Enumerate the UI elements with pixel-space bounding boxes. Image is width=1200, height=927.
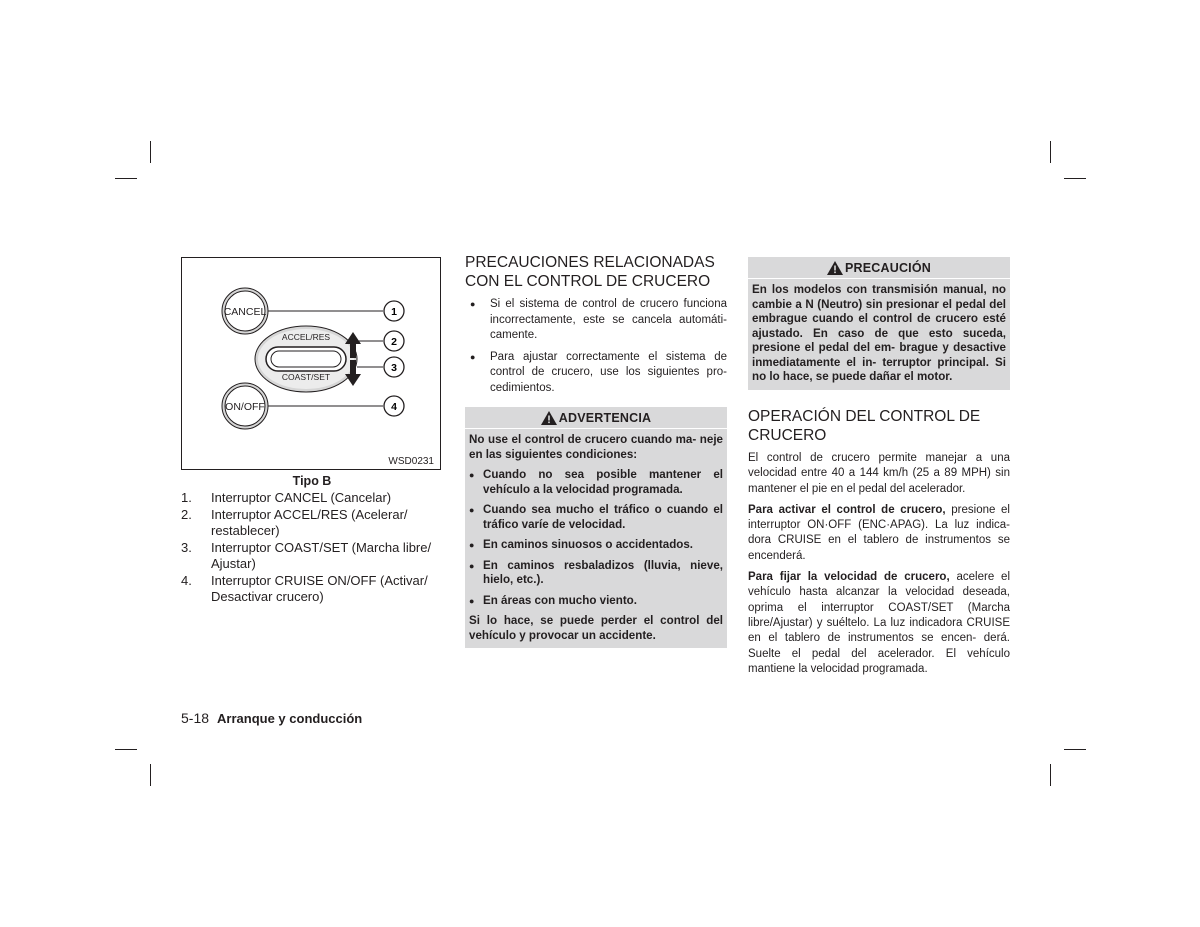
- callout-3: [384, 357, 404, 377]
- operation-paragraph-2-lead: Para activar el control de crucero,: [748, 503, 946, 516]
- operation-paragraph-3-body: acelere el vehículo hasta alcanzar la velocidad deseada, oprima el interruptor COAST/SET (Marcha libre/Ajustar) y suéltelo. La luz indicadora CRUISE en el tablero de instrumentos se encen- derá. Suelte el pedal del acelerador. El vehículo mantiene la velocidad programada.: [748, 571, 1010, 675]
- list-item: [469, 594, 723, 609]
- item-number: 4.: [181, 572, 192, 588]
- cruise-switch-figure: [181, 257, 441, 470]
- section-title: Arranque y conducción: [217, 711, 363, 726]
- bullet-dot-icon: ●: [469, 595, 475, 606]
- callout-2-label: 2: [391, 336, 397, 348]
- crop-mark: [1050, 764, 1051, 786]
- crop-mark: [115, 749, 137, 750]
- bullet-dot-icon: ●: [469, 560, 475, 571]
- list-item: [181, 573, 451, 606]
- callout-1-label: 1: [391, 306, 397, 318]
- caution-text: En los modelos con transmisión manual, no cambie a N (Neutro) sin presionar el pedal del embrague cuando el control de crucero esté ajustado. En caso de que esto suceda, presione el pedal del em- brague y desactive inmediatamente el in- terruptor principal. Si no lo hace, se puede dañar el motor.: [752, 283, 1006, 383]
- callout-1: [384, 301, 404, 321]
- list-item: [181, 507, 451, 540]
- warning-title: ADVERTENCIA: [558, 410, 652, 425]
- item-number: 2.: [181, 506, 192, 522]
- coast-set-label: COAST/SET: [281, 372, 331, 382]
- caution-box: [748, 257, 1010, 390]
- list-item: [469, 468, 723, 497]
- bullet-dot-icon: ●: [470, 299, 476, 309]
- bullet-text: En áreas con mucho viento.: [483, 593, 637, 607]
- precautions-heading: PRECAUCIONES RELACIONADAS CON EL CONTROL DE CRUCERO: [465, 254, 715, 290]
- callout-4-label: 4: [391, 401, 397, 413]
- figure-code: WSD0231: [388, 456, 434, 467]
- crop-mark: [1064, 178, 1086, 179]
- figure-caption: Tipo B: [292, 474, 332, 488]
- crop-mark: [150, 764, 151, 786]
- list-item: [469, 559, 723, 588]
- operation-heading: OPERACIÓN DEL CONTROL DE CRUCERO: [748, 408, 981, 444]
- callout-3-label: 3: [391, 362, 397, 374]
- warning-box: [465, 407, 727, 648]
- list-item: [465, 350, 727, 397]
- item-text: Interruptor CANCEL (Cancelar): [211, 490, 392, 505]
- item-text: Interruptor CRUISE ON/OFF (Activar/ Desactivar crucero): [211, 572, 428, 604]
- callout-4: [384, 396, 404, 416]
- bullet-text: En caminos resbaladizos (lluvia, nieve, hielo, etc.).: [483, 558, 723, 586]
- bullet-text: Cuando sea mucho el tráfico o cuando el tráfico varíe de velocidad.: [483, 503, 723, 531]
- list-item: [469, 503, 723, 532]
- item-number: 3.: [181, 539, 192, 555]
- caution-body: [748, 279, 1010, 390]
- list-item: [465, 297, 727, 344]
- bullet-text: Cuando no sea posible mantener el vehículo a la velocidad programada.: [483, 468, 723, 496]
- warning-closing: Si lo hace, se puede perder el control del vehículo y provocar un accidente.: [469, 614, 723, 642]
- cancel-label: CANCEL: [223, 306, 267, 318]
- warning-triangle-icon: [827, 261, 843, 275]
- bullet-dot-icon: ●: [469, 470, 475, 480]
- parts-list: [181, 490, 451, 606]
- bullet-text: En caminos sinuosos o accidentados.: [483, 538, 694, 551]
- bullet-dot-icon: ●: [469, 540, 475, 550]
- list-item: [469, 538, 723, 553]
- operation-paragraph-1: El control de crucero permite manejar a una velocidad entre 40 a 144 km/h (25 a 89 MPH) sin mantener el pie en el pedal del acelerador.: [748, 452, 1010, 495]
- list-item: [181, 540, 451, 573]
- warning-title-bar: [465, 407, 727, 429]
- accel-res-label: ACCEL/RES: [281, 332, 331, 342]
- bullet-dot-icon: ●: [469, 505, 475, 515]
- bullet-text: Si el sistema de control de crucero funciona incorrectamente, este se cancela automáti- camente.: [490, 298, 727, 341]
- item-number: 1.: [181, 490, 192, 505]
- warning-intro: No use el control de crucero cuando ma- neje en las siguientes condiciones:: [469, 433, 723, 461]
- bullet-text: Para ajustar correctamente el sistema de control de crucero, use los siguientes pro- cedimientos.: [490, 350, 727, 394]
- warning-triangle-icon: [541, 411, 557, 425]
- list-item: [181, 490, 451, 507]
- operation-paragraph-2: [748, 503, 1010, 564]
- warning-body: [465, 429, 727, 648]
- crop-mark: [115, 178, 137, 179]
- item-text: Interruptor ACCEL/RES (Acelerar/ restablecer): [211, 506, 408, 538]
- cruise-switch-diagram: [182, 258, 442, 471]
- on-off-label: ON/OFF: [225, 401, 265, 413]
- callout-2: [384, 331, 404, 351]
- crop-mark: [1050, 141, 1051, 163]
- operation-paragraph-2-body: presione el interruptor ON·OFF (ENC·APAG). La luz indica- dora CRUISE en el tablero de instrumentos se encenderá.: [748, 503, 1010, 562]
- operation-text: [748, 451, 1010, 683]
- caution-title-bar: [748, 257, 1010, 279]
- item-text: Interruptor COAST/SET (Marcha libre/ Ajustar): [211, 539, 432, 571]
- crop-mark: [1064, 749, 1086, 750]
- bullet-dot-icon: ●: [470, 351, 476, 362]
- crop-mark: [150, 141, 151, 163]
- page-footer: [181, 710, 362, 726]
- page-number: 5-18: [181, 710, 210, 726]
- caution-title: PRECAUCIÓN: [844, 260, 932, 275]
- precautions-list: [465, 297, 727, 402]
- operation-paragraph-3: [748, 570, 1010, 677]
- operation-paragraph-3-lead: Para fijar la velocidad de crucero,: [748, 571, 950, 584]
